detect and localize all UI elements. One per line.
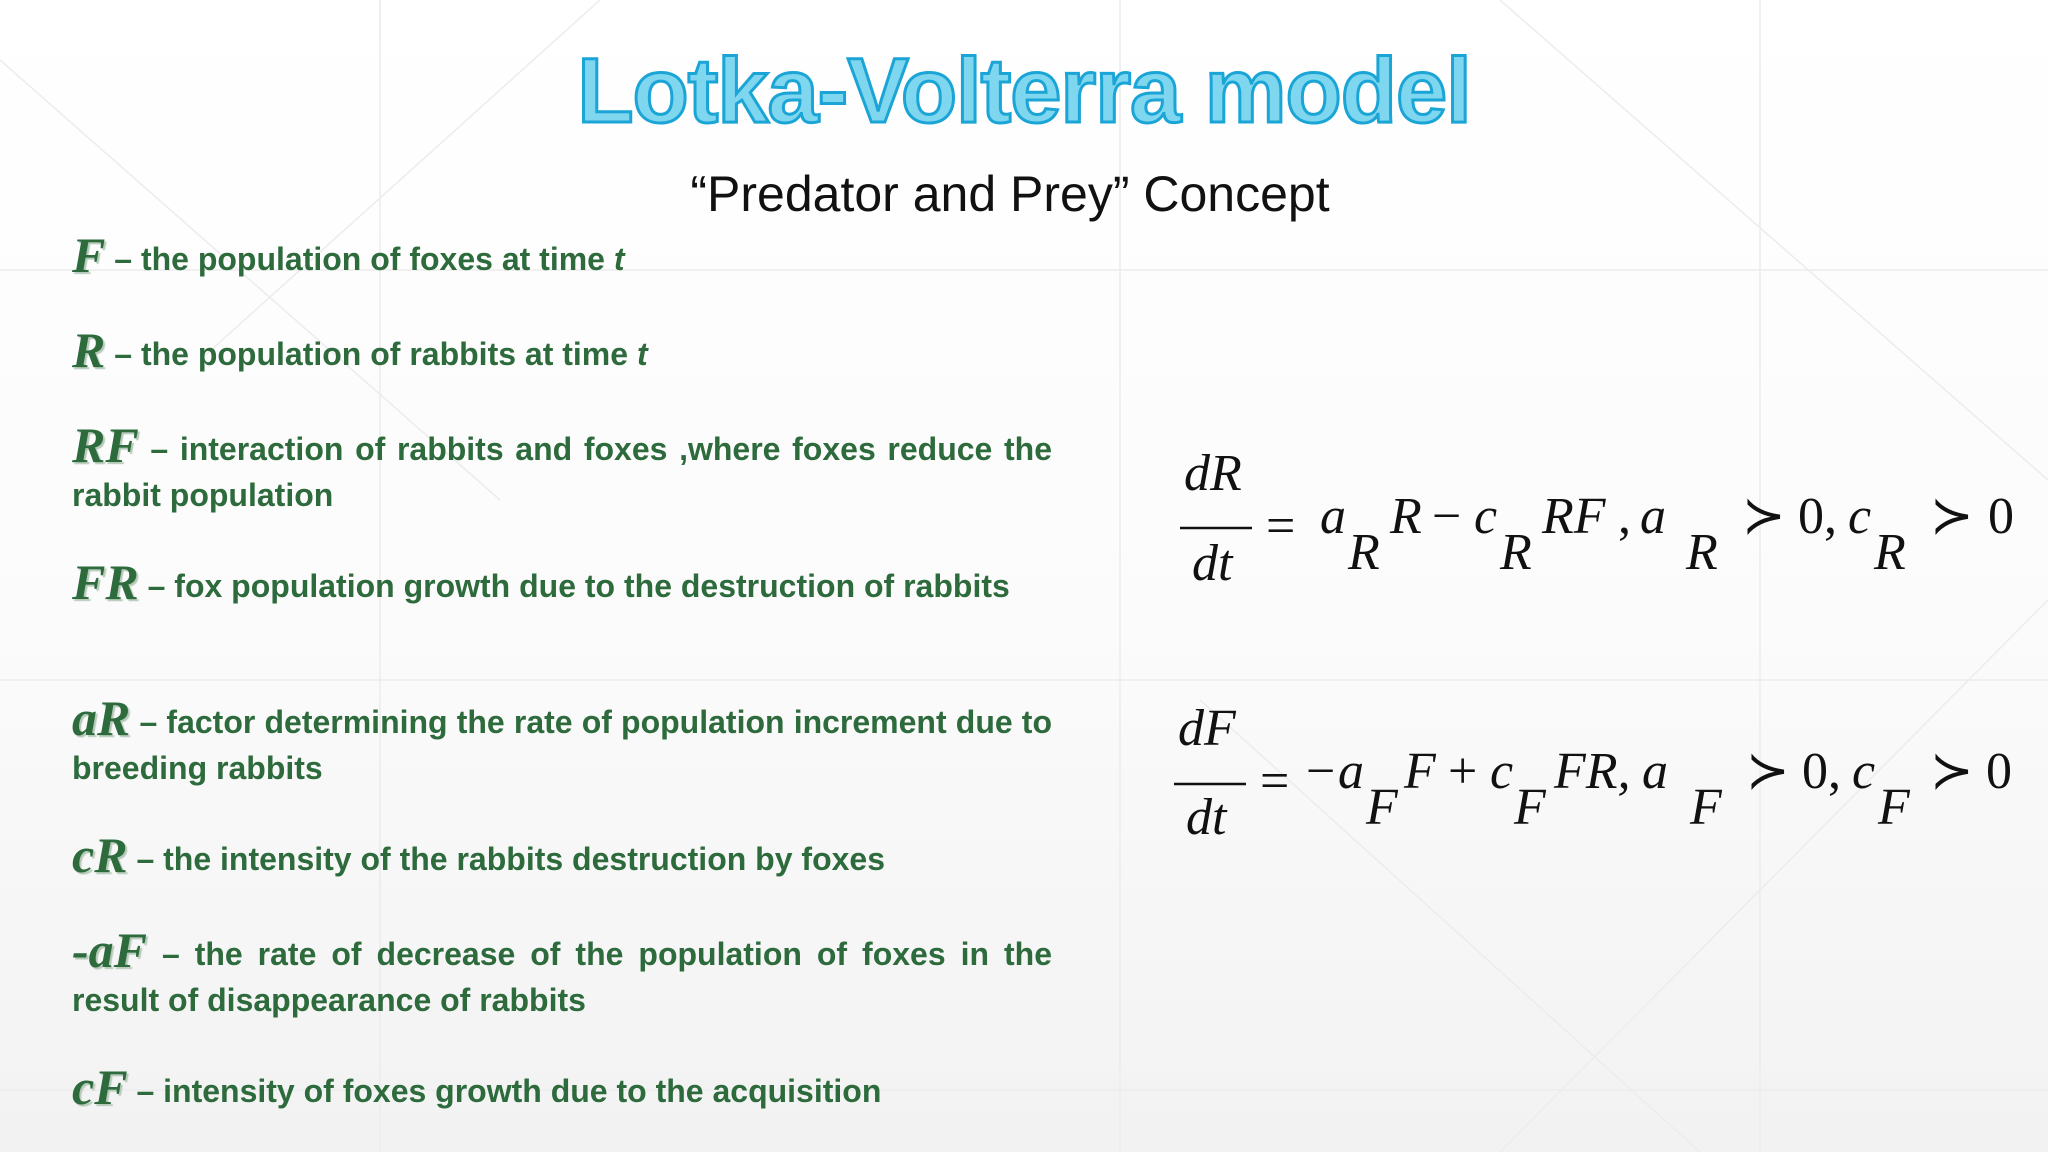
definition-tail: t — [636, 336, 648, 372]
definition-symbol: R — [72, 322, 106, 378]
definition-item — [72, 227, 1052, 283]
eq2-a2: a — [1642, 743, 1668, 800]
eq2-zero2: 0 — [1986, 743, 2012, 800]
definition-item — [72, 417, 1052, 518]
eq2-sub3: F — [1690, 779, 1722, 836]
eq2-sub2: F — [1514, 779, 1546, 836]
eq2-a: a — [1338, 743, 1364, 800]
eq1-var2: RF — [1542, 488, 1606, 545]
definition-text: – interaction of rabbits and foxes ,where foxes reduce the rabbit population — [72, 431, 1052, 513]
equation-foxes — [1174, 700, 2012, 846]
definition-item — [72, 1059, 1052, 1115]
eq1-succ1: ≻ — [1742, 488, 1786, 545]
eq1-sub4: R — [1874, 524, 1906, 581]
eq2-numerator: dF — [1178, 700, 1236, 757]
definition-text: – the intensity of the rabbits destruction by foxes — [127, 841, 885, 877]
eq1-c2: c — [1848, 488, 1872, 545]
eq1-denominator: dt — [1192, 535, 1233, 592]
eq2-zero1: 0, — [1802, 743, 1841, 800]
eq1-c: c — [1474, 488, 1498, 545]
eq2-plus: + — [1448, 743, 1478, 800]
eq1-zero2: 0 — [1988, 488, 2014, 545]
eq1-sub2: R — [1500, 524, 1532, 581]
definition-item — [72, 554, 1052, 610]
definition-tail: t — [613, 241, 625, 277]
eq2-var1: F — [1404, 743, 1436, 800]
definition-text: – the population of rabbits at time — [105, 336, 637, 372]
eq1-numerator: dR — [1184, 445, 1242, 502]
eq2-c: c — [1490, 743, 1514, 800]
eq2-sub4: F — [1878, 779, 1910, 836]
eq1-equals: = — [1266, 498, 1296, 555]
eq2-c2: c — [1852, 743, 1876, 800]
equations-panel — [1160, 440, 2020, 920]
eq2-equals: = — [1260, 753, 1290, 810]
eq2-succ2: ≻ — [1930, 743, 1974, 800]
eq1-succ2: ≻ — [1930, 488, 1974, 545]
eq1-sub1: R — [1348, 524, 1380, 581]
equation-rabbits — [1180, 445, 2014, 592]
eq1-var1: R — [1390, 488, 1422, 545]
eq1-zero1: 0, — [1798, 488, 1837, 545]
definition-text: – fox population growth due to the destruction of rabbits — [138, 568, 1010, 604]
definition-symbol: cF — [72, 1059, 128, 1115]
equations-svg — [1160, 440, 2020, 920]
definition-text: – the population of foxes at time — [105, 241, 614, 277]
eq1-comma: , — [1618, 488, 1631, 545]
definition-item — [72, 922, 1052, 1023]
definition-symbol: FR — [72, 554, 139, 610]
eq1-minus: − — [1432, 488, 1462, 545]
definition-item — [72, 827, 1052, 883]
definition-text: – factor determining the rate of population increment due to breeding rabbits — [72, 704, 1052, 786]
eq2-var2: FR, — [1554, 743, 1631, 800]
eq1-sub3: R — [1686, 524, 1718, 581]
definition-text: – intensity of foxes growth due to the acquisition — [127, 1073, 882, 1109]
eq2-sub1: F — [1366, 779, 1398, 836]
definition-text: – the rate of decrease of the population of foxes in the result of disappearance of rabbits — [72, 936, 1052, 1018]
eq2-succ1: ≻ — [1746, 743, 1790, 800]
definition-item — [72, 690, 1052, 791]
definition-symbol: F — [72, 227, 106, 283]
slide-title: Lotka-Volterra model — [577, 40, 1471, 142]
eq1-a2: a — [1640, 488, 1666, 545]
definition-item — [72, 322, 1052, 378]
eq2-negative: − — [1306, 743, 1336, 800]
eq1-a: a — [1320, 488, 1346, 545]
eq2-denominator: dt — [1186, 789, 1227, 846]
definition-symbol: aR — [72, 690, 131, 746]
slide-subtitle: “Predator and Prey” Concept — [690, 166, 1330, 222]
definition-symbol: cR — [72, 827, 128, 883]
definition-symbol: -aF — [72, 922, 147, 978]
definition-symbol: RF — [72, 417, 139, 473]
